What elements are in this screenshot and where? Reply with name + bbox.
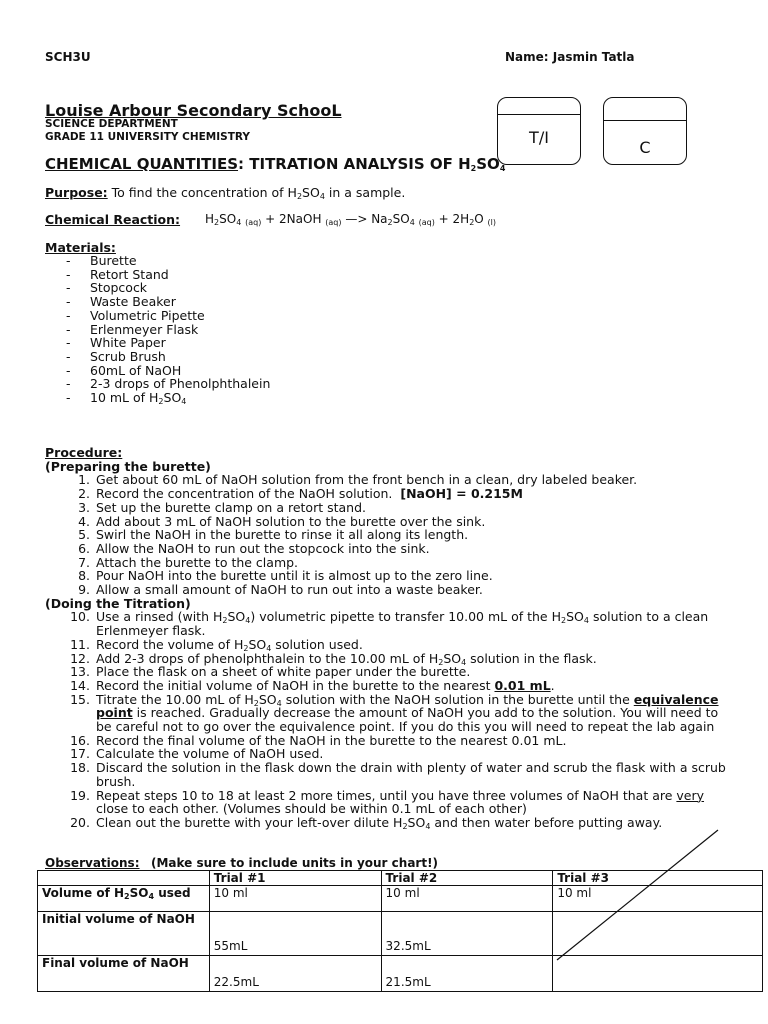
purpose-sub: 2 [296,192,303,201]
procedure-step: 19. Repeat steps 10 to 18 at least 2 more times, until you have three volumes of NaOH that are very close to each other. (Volumes should be within 0.1 mL of each other) [70,787,705,817]
title-underlined: CHEMICAL QUANTITIES [45,155,239,173]
procedure-step: 18. Discard the solution in the flask down the drain with plenty of water and scrub the flask with a scrub brush. [70,760,726,789]
department: SCIENCE DEPARTMENT [45,118,178,130]
material-item: - Erlenmeyer Flask [66,321,199,337]
material-item: - Retort Stand [66,266,169,282]
table-cell: 10 ml [209,886,381,912]
procedure-label: Procedure: [45,445,123,460]
observations-note: (Make sure to include units in your chart!) [150,856,439,870]
row-label: Initial volume of NaOH [38,912,210,956]
column-header: Trial #1 [209,871,381,886]
purpose-text2: SO [302,185,320,200]
table-cell: 21.5mL [381,956,553,992]
procedure-section-2: (Doing the Titration) [45,595,191,611]
grade-line: GRADE 11 UNIVERSITY CHEMISTRY [45,131,250,143]
column-header: Trial #3 [553,871,763,886]
title-sub2: 4 [499,164,506,173]
procedure-step: 9. Allow a small amount of NaOH to run out into a waste beaker. [78,582,483,598]
procedure-step: 12. Add 2-3 drops of phenolphthalein to the 10.00 mL of $H_2SO_4$ solution in the flask. [70,650,597,667]
procedure-step: 14. Record the initial volume of NaOH in the burette to the nearest 0.01 mL. [70,677,555,693]
procedure-section-1: (Preparing the burette) [45,458,211,474]
purpose-sub2: 4 [319,192,325,201]
title-sub: 2 [470,164,477,173]
school-name: Louise Arbour Secondary SchooL [45,101,342,120]
material-item: - Stopcock [66,280,148,296]
procedure-step: 17. Calculate the volume of NaOH used. [70,746,324,762]
material-item: - White Paper [66,335,166,351]
title-rest: : TITRATION ANALYSIS OF H [238,155,471,173]
row-label: Final volume of NaOH [38,956,210,992]
procedure-step: 7. Attach the burette to the clamp. [78,554,299,570]
table-cell: 55mL [209,912,381,956]
materials-label: Materials: [45,240,116,255]
procedure-step: 15. Titrate the 10.00 mL of $H_2SO_4$ solution with the NaOH solution in the burette until the equivalence point is reached. Gradually decrease the amount of NaOH you add to the solution. You will need to be careful not to go over the equivalence point. If you do this you will need to repeat the lab again [70,691,719,735]
table-cell: 32.5mL [381,912,553,956]
procedure-step: 4. Add about 3 mL of NaOH solution to the burette over the sink. [78,513,486,529]
table-cell: 10 ml [553,886,763,912]
material-item: - Scrub Brush [66,348,166,364]
procedure-step: 13. Place the flask on a sheet of white paper under the burette. [70,664,471,680]
procedure-step: 10. Use a rinsed (with $H_2SO_4$) volumetric pipette to transfer 10.00 mL of the $H_2SO_4$ solution to a clean Erlenmeyer flask. [70,609,709,639]
material-item: - Waste Beaker [66,294,176,310]
course-code: SCH3U [45,50,91,64]
equation-text: $H_2SO_4$ $_{(aq)}$ + 2NaOH $_{(aq)}$ —> $Na_2SO_4$ $_{(aq)} + 2H_2O$ $_{(l)}$ [205,212,497,227]
procedure-step: 16. Record the final volume of the NaOH in the burette to the nearest 0.01 mL. [70,732,567,748]
table-cell: 22.5mL [209,956,381,992]
material-item: - Volumetric Pipette [66,307,205,323]
procedure-step: 3. Set up the burette clamp on a retort stand. [78,499,366,515]
material-item: - 10 mL of $H_2SO_4$ [66,390,187,407]
student-name: Name: Jasmin Tatla [505,50,635,64]
purpose-label: Purpose: [45,185,108,200]
table-cell: 10 ml [381,886,553,912]
procedure-step: 8. Pour NaOH into the burette until it is almost up to the zero line. [78,568,493,584]
procedure-step: 6. Allow the NaOH to run out the stopcock into the sink. [78,540,430,556]
reaction-label: Chemical Reaction: [45,212,181,227]
material-item: - Burette [66,253,137,268]
title-so: SO [476,155,500,173]
procedure-step: 2. Record the concentration of the NaOH solution. [NaOH] = 0.215M [78,486,523,502]
mark-box-ti-label: T/I [529,128,549,147]
procedure-step: 1. Get about 60 mL of NaOH solution from the front bench in a clean, dry labeled beaker. [78,472,638,488]
mark-box-c-label: C [639,138,651,157]
procedure-step: 20. Clean out the burette with your left-over dilute $H_2SO_4$ and then water before putting away. [70,814,663,831]
row-label: Volume of $H_2SO_4$ used [38,886,210,912]
purpose-text: To find the concentration of H [107,185,297,200]
observations-label: Observations: [45,856,140,870]
procedure-step: 11. Record the volume of $H_2SO_4$ solution used. [70,636,363,653]
purpose-text3: in a sample. [324,185,406,200]
material-item: - 2-3 drops of Phenolphthalein [66,376,271,392]
column-header: Trial #2 [381,871,553,886]
material-item: - 60mL of NaOH [66,362,182,378]
procedure-step: 5. Swirl the NaOH in the burette to rinse it all along its length. [78,527,469,543]
